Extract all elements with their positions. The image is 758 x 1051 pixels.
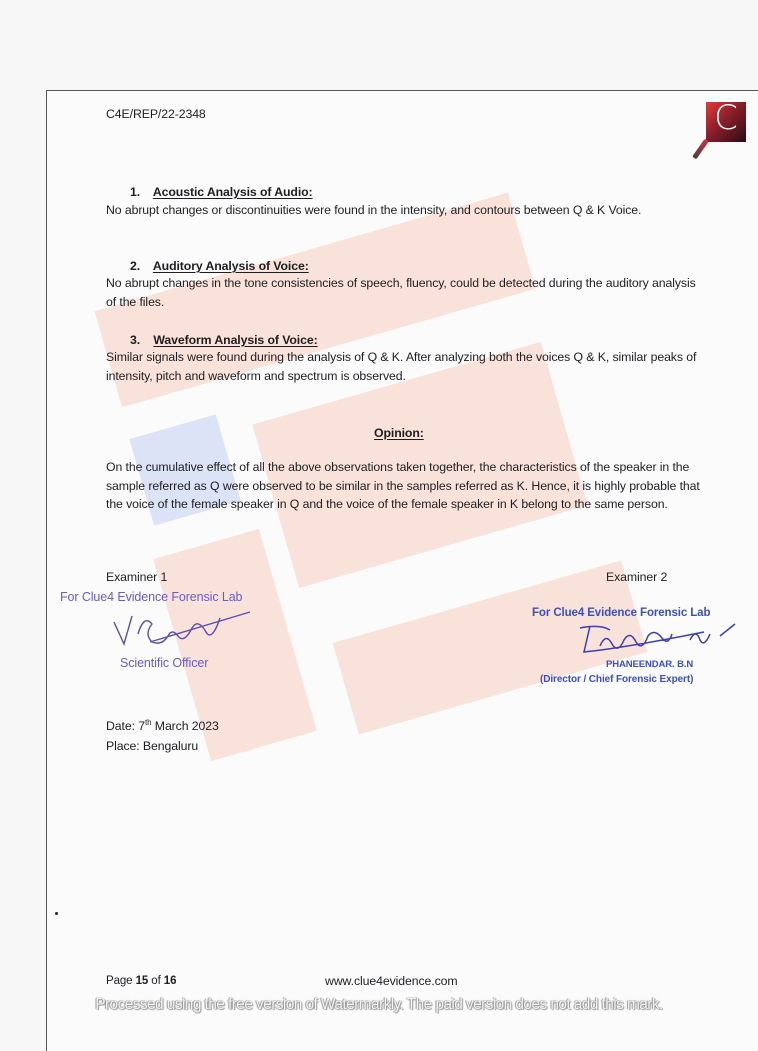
clue4evidence-logo — [706, 98, 746, 142]
section-title: Auditory Analysis of Voice: — [152, 259, 309, 273]
section-body: No abrupt changes or discontinuities were found in the intensity, and contours between Q & K Voice. — [106, 203, 642, 217]
report-reference: C4E/REP/22-2348 — [106, 107, 206, 121]
report-place: Place: Bengaluru — [106, 739, 199, 753]
stray-mark — [55, 912, 58, 915]
examiner1-label: Examiner 1 — [106, 570, 168, 584]
section-number: 3. — [130, 333, 141, 347]
opinion-heading: Opinion: — [374, 426, 424, 440]
logo-letter: C — [714, 98, 738, 138]
examiner1-designation: Scientific Officer — [120, 656, 209, 670]
section-heading — [130, 331, 318, 350]
section-title: Waveform Analysis of Voice: — [153, 333, 318, 347]
section-number: 2. — [130, 259, 141, 273]
section-heading — [130, 183, 313, 202]
page-number — [106, 972, 176, 991]
watermarkly-notice: Processed using the free version of Watermarkly. The paid version does not add this mark. — [95, 996, 663, 1013]
examiner2-stamp-org: For Clue4 Evidence Forensic Lab — [532, 607, 711, 619]
examiner2-designation: (Director / Chief Forensic Expert) — [540, 674, 694, 685]
examiner2-name: PHANEENDAR. B.N — [606, 659, 694, 670]
opinion-body: On the cumulative effect of all the above observations taken together, the characteristics of the speaker in the sample referred as Q were observed to be similar in the samples referred as K. Hence, it is highly probable that the voice of the female speaker in Q and the voice of the female speaker in K belong to the same person. — [106, 460, 700, 511]
page-of: of — [151, 975, 161, 987]
page-current: 15 — [135, 975, 149, 987]
examiner2-label: Examiner 2 — [606, 570, 668, 584]
page-label: Page — [106, 975, 133, 987]
date-suffix: th — [144, 717, 152, 727]
section-body: No abrupt changes in the tone consistencies of speech, fluency, could be detected during the auditory analysis of the files. — [106, 276, 696, 309]
date-label: Date: — [106, 719, 135, 733]
date-month-year: March 2023 — [154, 719, 219, 733]
examiner1-stamp-org: For Clue4 Evidence Forensic Lab — [60, 590, 243, 604]
section-body: Similar signals were found during the analysis of Q & K. After analyzing both the voices Q & K, similar peaks of intensity, pitch and waveform and spectrum is observed. — [106, 350, 697, 383]
report-date — [106, 717, 219, 736]
website-link[interactable]: www.clue4evidence.com — [325, 974, 458, 988]
page-total: 16 — [163, 975, 177, 987]
section-heading — [130, 257, 309, 276]
section-title: Acoustic Analysis of Audio: — [152, 185, 313, 199]
date-day: 7 — [138, 719, 145, 733]
section-number: 1. — [130, 185, 141, 199]
